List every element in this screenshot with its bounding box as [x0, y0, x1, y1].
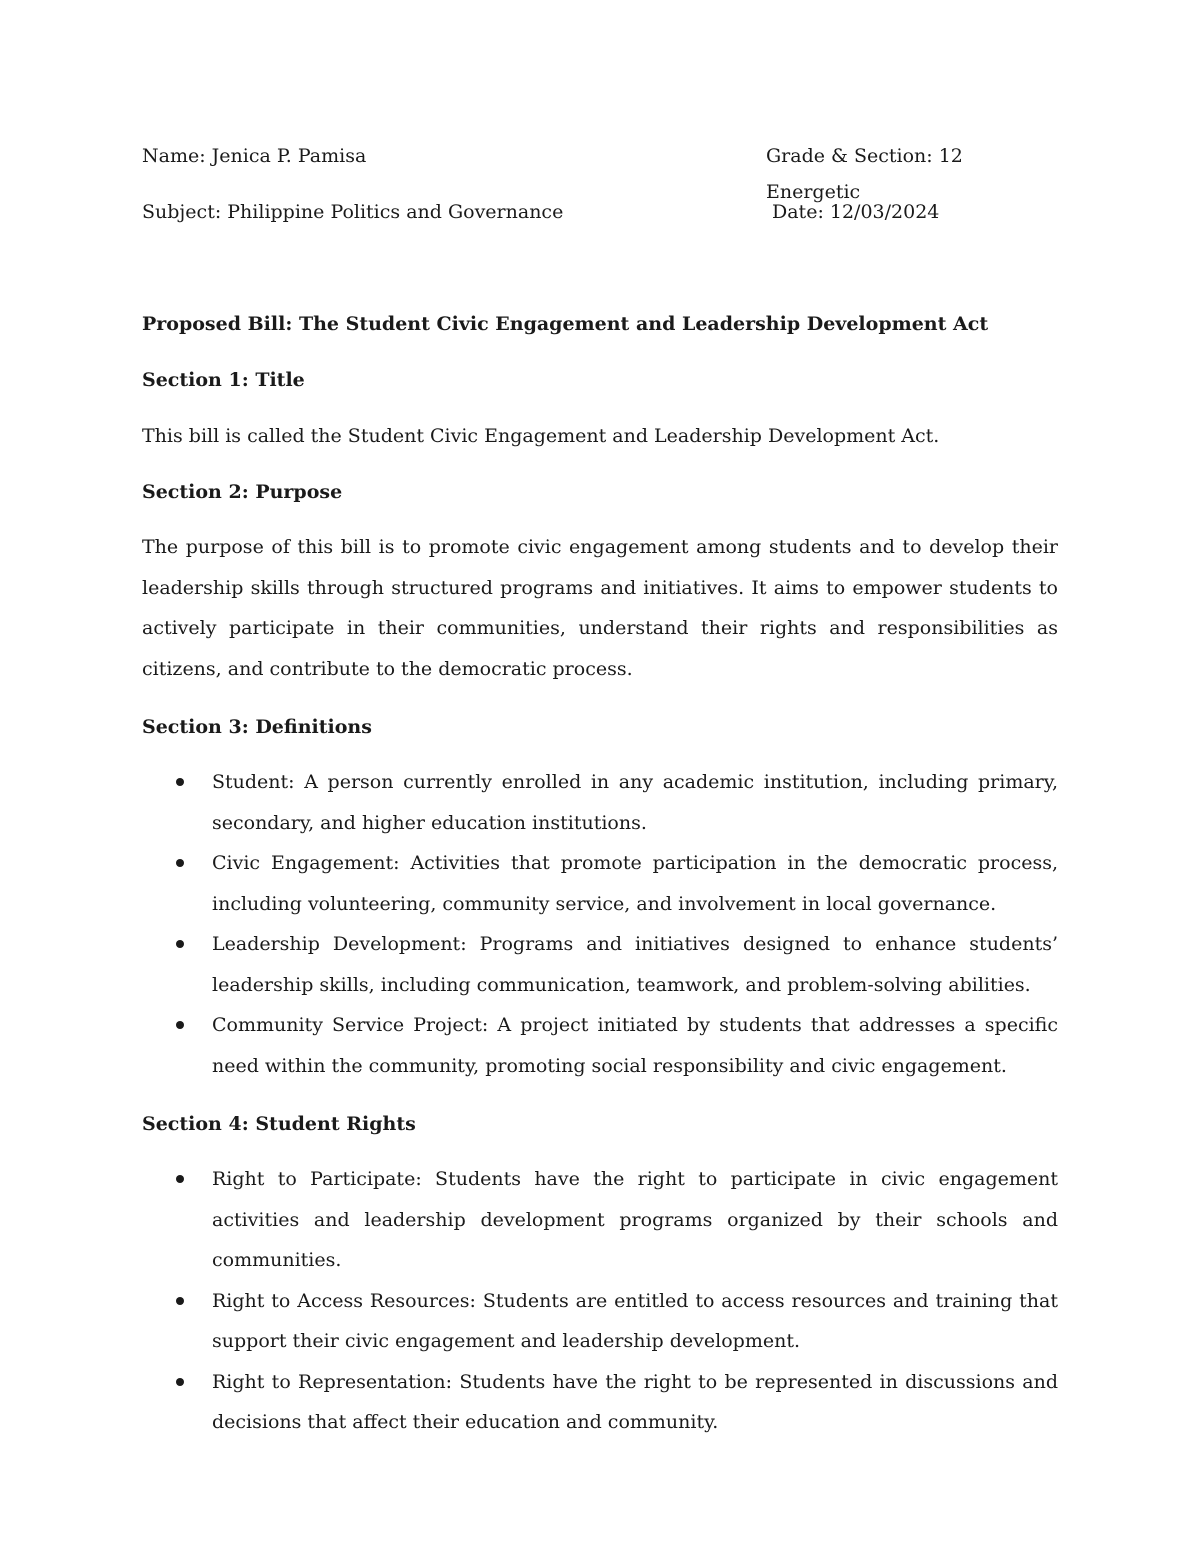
section-2-heading: Section 2: Purpose — [142, 481, 343, 503]
list-item-text: Right to Participate: Students have the right to participate in civic engagement activities and leadership development programs organized by their schools and communities. — [212, 1168, 1058, 1271]
section-2-text: The purpose of this bill is to promote civic engagement among students and to develop their leadership skills through structured programs and initiatives. It aims to empower students to actively participate in their communities, understand their rights and responsibilities as citizens, and contribute to the democratic process. — [142, 536, 1058, 680]
bullet-icon — [176, 1021, 184, 1029]
list-item — [142, 924, 1058, 1005]
section-1-text: This bill is called the Student Civic Engagement and Leadership Development Act. — [142, 425, 940, 447]
list-item-text: Right to Access Resources: Students are entitled to access resources and training that support their civic engagement and leadership development. — [212, 1289, 1058, 1352]
bullet-icon — [176, 1297, 184, 1305]
student-rights-list — [142, 1159, 1058, 1443]
header-row-2 — [142, 194, 1058, 230]
list-item — [142, 843, 1058, 924]
bill-title: Proposed Bill: The Student Civic Engagement and Leadership Development Act — [142, 313, 989, 335]
section-4-heading: Section 4: Student Rights — [142, 1113, 416, 1135]
bullet-icon — [176, 859, 184, 867]
document-body — [142, 138, 1058, 1443]
bullet-icon — [176, 1378, 184, 1386]
list-item-text: Community Service Project: A project initiated by students that addresses a specific need within the community, promoting social responsibility and civic engagement. — [212, 1014, 1058, 1077]
student-name: Name: Jenica P. Pamisa — [142, 145, 367, 167]
list-item-text: Right to Representation: Students have the right to be represented in discussions and decisions that affect their education and community. — [212, 1370, 1058, 1433]
list-item — [142, 1362, 1058, 1443]
bullet-icon — [176, 940, 184, 948]
subject: Subject: Philippine Politics and Governance — [142, 201, 564, 223]
list-item-text: Civic Engagement: Activities that promote participation in the democratic process, including volunteering, community service, and involvement in local governance. — [212, 852, 1058, 915]
list-item-text: Student: A person currently enrolled in any academic institution, including primary, secondary, and higher education institutions. — [212, 771, 1058, 834]
bullet-icon — [176, 1175, 184, 1183]
list-item — [142, 762, 1058, 843]
grade-section: Grade & Section: 12 Energetic — [766, 145, 963, 203]
list-item-text: Leadership Development: Programs and initiatives designed to enhance students’ leadership skills, including communication, teamwork, and problem-solving abilities. — [212, 933, 1058, 996]
date: Date: 12/03/2024 — [772, 201, 940, 223]
section-3-heading: Section 3: Definitions — [142, 716, 372, 738]
list-item — [142, 1159, 1058, 1281]
definitions-list — [142, 762, 1058, 1086]
section-1-heading: Section 1: Title — [142, 369, 305, 391]
list-item — [142, 1281, 1058, 1362]
bullet-icon — [176, 778, 184, 786]
list-item — [142, 1005, 1058, 1086]
header-row-1 — [142, 138, 1058, 203]
